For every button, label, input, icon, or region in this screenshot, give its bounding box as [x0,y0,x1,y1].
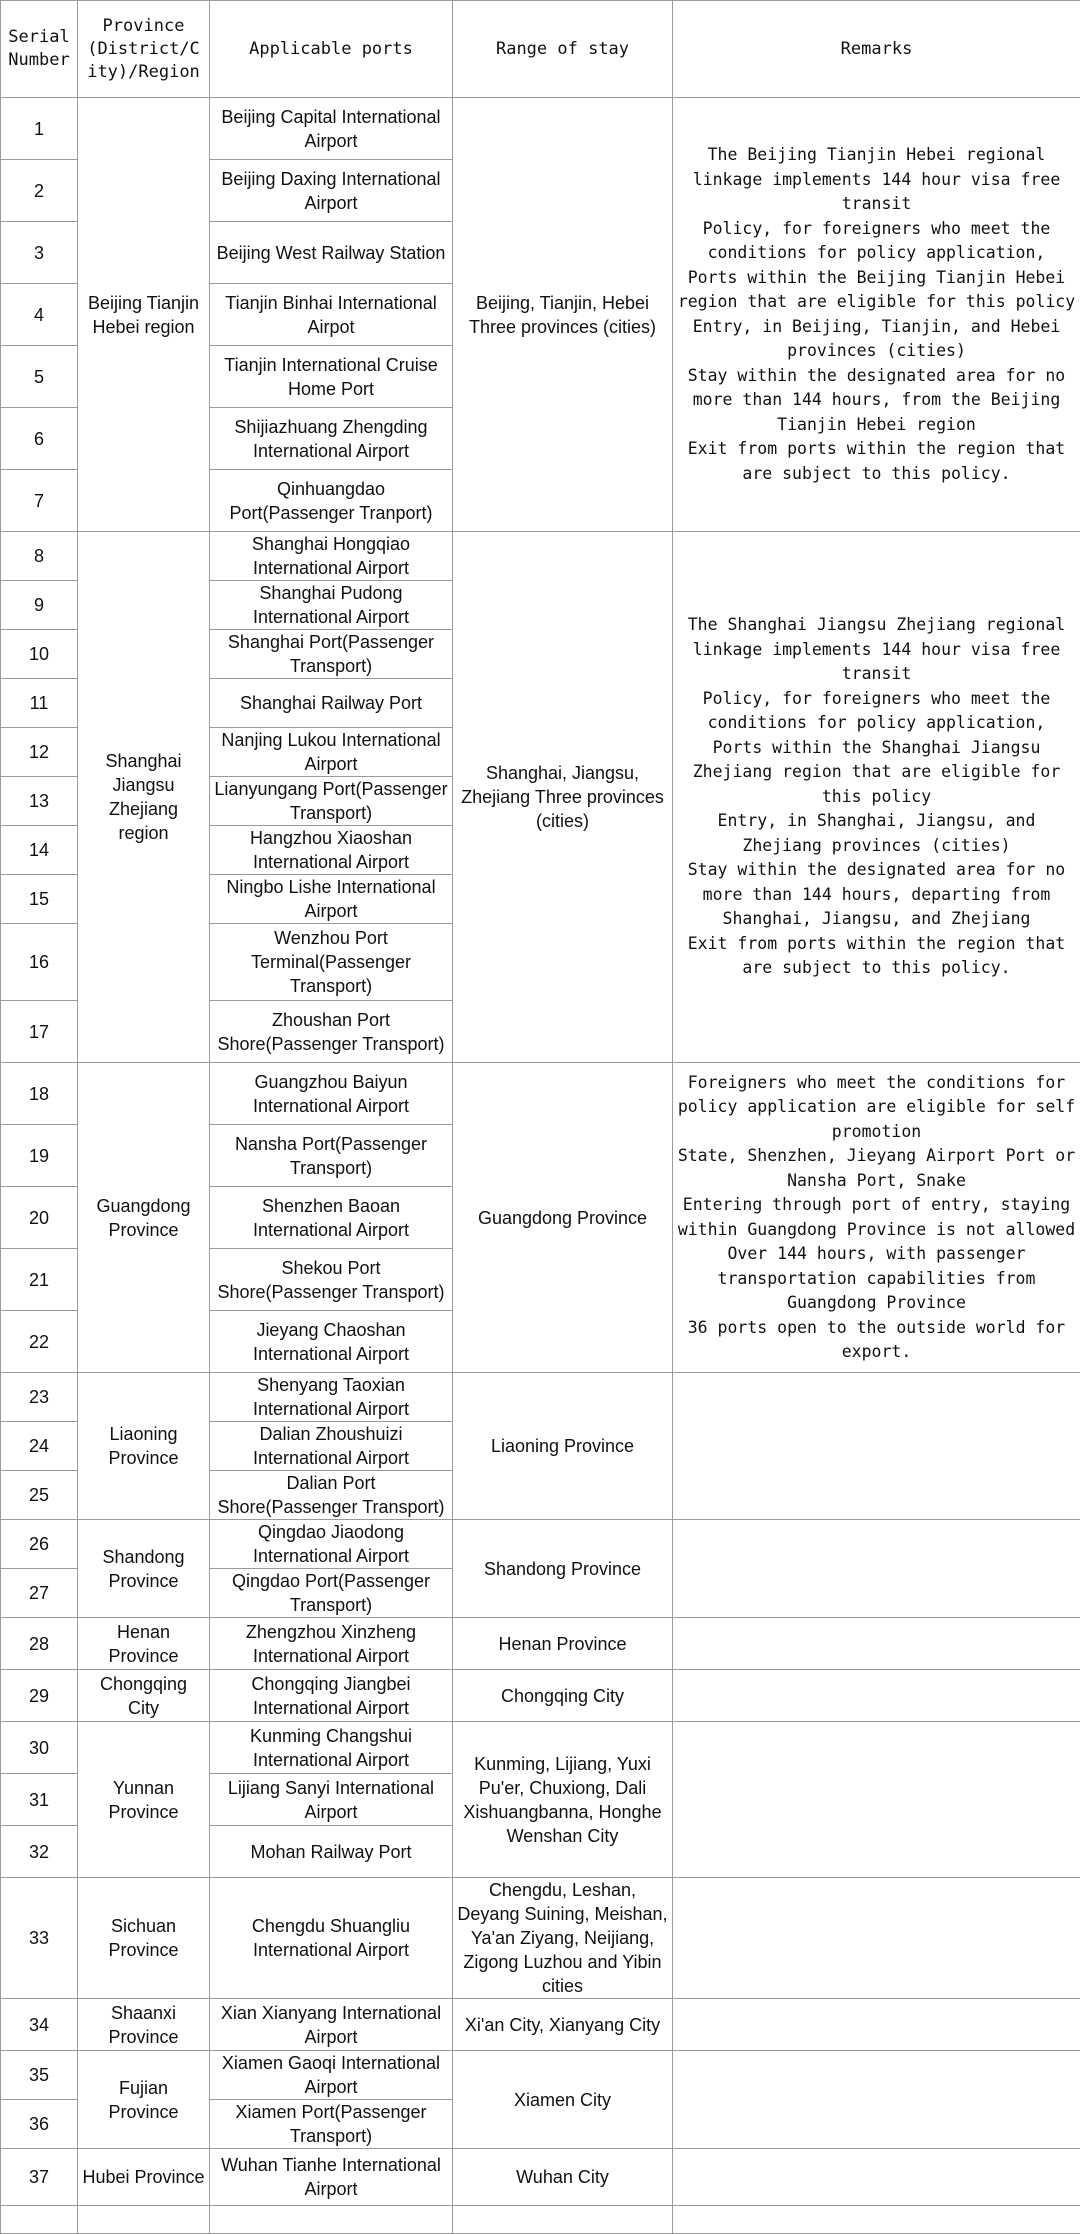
serial-number-cell: 26 [1,1520,78,1569]
applicable-port-cell: Shenzhen Baoan International Airport [210,1187,453,1249]
applicable-port-cell: Shanghai Port(Passenger Transport) [210,630,453,679]
empty-grid-row [1,2206,1080,2234]
serial-number-cell: 15 [1,875,78,924]
range-of-stay-cell: Shanghai, Jiangsu, Zhejiang Three provinces (cities) [453,532,673,1063]
applicable-port-cell: Wuhan Tianhe International Airport [210,2149,453,2206]
serial-number-cell: 27 [1,1569,78,1618]
serial-number-cell: 17 [1,1001,78,1063]
remarks-cell [673,1722,1080,1878]
header-remarks: Remarks [673,1,1080,98]
table-row [1,1373,1080,1422]
applicable-port-cell: Shenyang Taoxian International Airport [210,1373,453,1422]
remarks-cell: Foreigners who meet the conditions for policy application are eligible for self promotion State, Shenzhen, Jieyang Airport Port or Nansha Port, Snake Entering through port of entry, staying within Guangdong Province is not allowed Over 144 hours, with passenger transportation capabilities from Guangdong Province 36 ports open to the outside world for export. [673,1063,1080,1373]
serial-number-cell: 35 [1,2051,78,2100]
remarks-cell [673,1373,1080,1520]
serial-number-cell: 19 [1,1125,78,1187]
table-row [1,1520,1080,1569]
range-of-stay-cell: Kunming, Lijiang, Yuxi Pu'er, Chuxiong, Dali Xishuangbanna, Honghe Wenshan City [453,1722,673,1878]
province-region-cell: Beijing Tianjin Hebei region [78,98,210,532]
serial-number-cell: 11 [1,679,78,728]
applicable-port-cell: Qinhuangdao Port(Passenger Tranport) [210,470,453,532]
province-region-cell: Shanghai Jiangsu Zhejiang region [78,532,210,1063]
province-region-cell: Yunnan Province [78,1722,210,1878]
header-applicable-ports: Applicable ports [210,1,453,98]
serial-number-cell: 9 [1,581,78,630]
serial-number-cell: 28 [1,1618,78,1670]
table-row [1,532,1080,581]
province-region-cell: Guangdong Province [78,1063,210,1373]
applicable-port-cell: Zhengzhou Xinzheng International Airport [210,1618,453,1670]
remarks-cell: The Beijing Tianjin Hebei regional linkage implements 144 hour visa free transit Policy, for foreigners who meet the conditions for policy application, Ports within the Beijing Tianjin Hebei region that are eligible for this policy Entry, in Beijing, Tianjin, and Hebei provinces (cities) Stay within the designated area for no more than 144 hours, from the Beijing Tianjin Hebei region Exit from ports within the region that are subject to this policy. [673,98,1080,532]
empty-grid-cell [673,2206,1080,2234]
remarks-cell [673,1618,1080,1670]
applicable-port-cell: Guangzhou Baiyun International Airport [210,1063,453,1125]
applicable-port-cell: Shanghai Pudong International Airport [210,581,453,630]
table-row [1,1722,1080,1774]
table-row [1,2149,1080,2206]
applicable-port-cell: Nansha Port(Passenger Transport) [210,1125,453,1187]
remarks-cell [673,1878,1080,1999]
applicable-port-cell: Beijing Daxing International Airport [210,160,453,222]
applicable-port-cell: Xiamen Port(Passenger Transport) [210,2100,453,2149]
applicable-port-cell: Shijiazhuang Zhengding International Airport [210,408,453,470]
serial-number-cell: 4 [1,284,78,346]
empty-grid-cell [210,2206,453,2234]
serial-number-cell: 2 [1,160,78,222]
serial-number-cell: 20 [1,1187,78,1249]
serial-number-cell: 10 [1,630,78,679]
header-range-of-stay: Range of stay [453,1,673,98]
province-region-cell: Fujian Province [78,2051,210,2149]
remarks-cell [673,2149,1080,2206]
applicable-port-cell: Beijing Capital International Airport [210,98,453,160]
serial-number-cell: 37 [1,2149,78,2206]
serial-number-cell: 30 [1,1722,78,1774]
table-row [1,98,1080,160]
table-row [1,1999,1080,2051]
range-of-stay-cell: Henan Province [453,1618,673,1670]
serial-number-cell: 29 [1,1670,78,1722]
serial-number-cell: 22 [1,1311,78,1373]
range-of-stay-cell: Wuhan City [453,2149,673,2206]
remarks-cell [673,1999,1080,2051]
serial-number-cell: 1 [1,98,78,160]
range-of-stay-cell: Chengdu, Leshan, Deyang Suining, Meishan, Ya'an Ziyang, Neijiang, Zigong Luzhou and Yibin cities [453,1878,673,1999]
province-region-cell: Henan Province [78,1618,210,1670]
applicable-port-cell: Qingdao Port(Passenger Transport) [210,1569,453,1618]
remarks-cell [673,1670,1080,1722]
serial-number-cell: 21 [1,1249,78,1311]
range-of-stay-cell: Guangdong Province [453,1063,673,1373]
serial-number-cell: 18 [1,1063,78,1125]
serial-number-cell: 23 [1,1373,78,1422]
serial-number-cell: 14 [1,826,78,875]
applicable-port-cell: Hangzhou Xiaoshan International Airport [210,826,453,875]
range-of-stay-cell: Liaoning Province [453,1373,673,1520]
serial-number-cell: 12 [1,728,78,777]
range-of-stay-cell: Xi'an City, Xianyang City [453,1999,673,2051]
table-row [1,1063,1080,1125]
serial-number-cell: 25 [1,1471,78,1520]
header-serial-number: Serial Number [1,1,78,98]
table-row [1,1670,1080,1722]
applicable-port-cell: Dalian Port Shore(Passenger Transport) [210,1471,453,1520]
serial-number-cell: 16 [1,924,78,1001]
applicable-port-cell: Tianjin International Cruise Home Port [210,346,453,408]
remarks-cell: The Shanghai Jiangsu Zhejiang regional linkage implements 144 hour visa free transit Policy, for foreigners who meet the conditions for policy application, Ports within the Shanghai Jiangsu Zhejiang region that are eligible for this policy Entry, in Shanghai, Jiangsu, and Zhejiang provinces (cities) Stay within the designated area for no more than 144 hours, departing from Shanghai, Jiangsu, and Zhejiang Exit from ports within the region that are subject to this policy. [673,532,1080,1063]
serial-number-cell: 3 [1,222,78,284]
applicable-port-cell: Wenzhou Port Terminal(Passenger Transport) [210,924,453,1001]
applicable-port-cell: Shanghai Hongqiao International Airport [210,532,453,581]
header-province: Province (District/C ity)/Region [78,1,210,98]
province-region-cell: Liaoning Province [78,1373,210,1520]
applicable-port-cell: Mohan Railway Port [210,1826,453,1878]
applicable-port-cell: Shanghai Railway Port [210,679,453,728]
applicable-port-cell: Kunming Changshui International Airport [210,1722,453,1774]
province-region-cell: Sichuan Province [78,1878,210,1999]
header-row [1,1,1080,98]
serial-number-cell: 34 [1,1999,78,2051]
applicable-port-cell: Jieyang Chaoshan International Airport [210,1311,453,1373]
empty-grid-cell [453,2206,673,2234]
serial-number-cell: 8 [1,532,78,581]
table-row [1,1878,1080,1999]
empty-grid-cell [78,2206,210,2234]
table-row [1,2051,1080,2100]
applicable-port-cell: Xian Xianyang International Airport [210,1999,453,2051]
serial-number-cell: 7 [1,470,78,532]
serial-number-cell: 13 [1,777,78,826]
table-body [1,98,1080,2234]
applicable-port-cell: Qingdao Jiaodong International Airport [210,1520,453,1569]
serial-number-cell: 24 [1,1422,78,1471]
province-region-cell: Hubei Province [78,2149,210,2206]
range-of-stay-cell: Xiamen City [453,2051,673,2149]
applicable-port-cell: Tianjin Binhai International Airpot [210,284,453,346]
remarks-cell [673,1520,1080,1618]
remarks-cell [673,2051,1080,2149]
province-region-cell: Shandong Province [78,1520,210,1618]
applicable-port-cell: Nanjing Lukou International Airport [210,728,453,777]
range-of-stay-cell: Beijing, Tianjin, Hebei Three provinces (cities) [453,98,673,532]
applicable-port-cell: Beijing West Railway Station [210,222,453,284]
range-of-stay-cell: Shandong Province [453,1520,673,1618]
table-row [1,1618,1080,1670]
province-region-cell: Chongqing City [78,1670,210,1722]
serial-number-cell: 5 [1,346,78,408]
applicable-port-cell: Ningbo Lishe International Airport [210,875,453,924]
applicable-port-cell: Shekou Port Shore(Passenger Transport) [210,1249,453,1311]
applicable-port-cell: Chongqing Jiangbei International Airport [210,1670,453,1722]
applicable-port-cell: Lijiang Sanyi International Airport [210,1774,453,1826]
empty-grid-cell [1,2206,78,2234]
applicable-port-cell: Zhoushan Port Shore(Passenger Transport) [210,1001,453,1063]
serial-number-cell: 33 [1,1878,78,1999]
serial-number-cell: 6 [1,408,78,470]
applicable-port-cell: Lianyungang Port(Passenger Transport) [210,777,453,826]
range-of-stay-cell: Chongqing City [453,1670,673,1722]
serial-number-cell: 32 [1,1826,78,1878]
applicable-port-cell: Dalian Zhoushuizi International Airport [210,1422,453,1471]
serial-number-cell: 36 [1,2100,78,2149]
serial-number-cell: 31 [1,1774,78,1826]
applicable-port-cell: Chengdu Shuangliu International Airport [210,1878,453,1999]
applicable-port-cell: Xiamen Gaoqi International Airport [210,2051,453,2100]
province-region-cell: Shaanxi Province [78,1999,210,2051]
